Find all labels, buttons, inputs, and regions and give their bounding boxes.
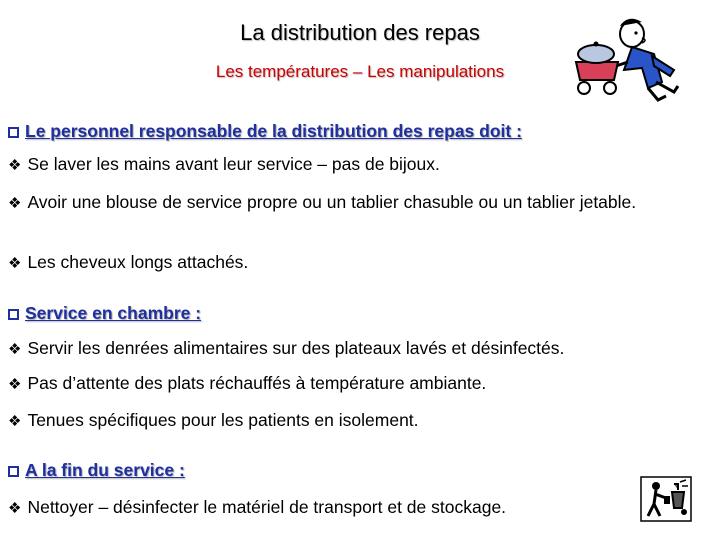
page-title: La distribution des repas: [240, 20, 480, 45]
cleaning-person-icon: [640, 476, 692, 522]
checkbox-square-icon: [8, 309, 19, 320]
checkbox-square-icon: [8, 466, 19, 477]
section-heading: Service en chambre :: [8, 301, 714, 325]
diamond-bullet-icon: ❖: [8, 341, 22, 358]
list-item: ❖ Nettoyer – désinfecter le matériel de transport et de stockage.: [8, 497, 507, 517]
section-heading: Le personnel responsable de la distribution des repas doit :: [8, 119, 714, 143]
diamond-bullet-icon: ❖: [8, 195, 22, 212]
list-item: ❖ Les cheveux longs attachés.: [8, 252, 249, 272]
page-subtitle: Les températures – Les manipulations: [215, 62, 505, 81]
list-item: ❖ Servir les denrées alimentaires sur des plateaux lavés et désinfectés.: [8, 338, 565, 358]
diamond-bullet-icon: ❖: [8, 376, 22, 393]
list-item: ❖ Avoir une blouse de service propre ou un tablier chasuble ou un tablier jetable.: [8, 192, 637, 212]
list-item: ❖ Se laver les mains avant leur service – pas de bijoux.: [8, 154, 440, 174]
section-heading: A la fin du service :: [8, 458, 714, 482]
list-item: ❖ Pas d’attente des plats réchauffés à température ambiante.: [8, 373, 487, 393]
checkbox-square-icon: [8, 127, 19, 138]
list-item: ❖ Tenues spécifiques pour les patients en isolement.: [8, 410, 419, 430]
diamond-bullet-icon: ❖: [8, 255, 22, 272]
diamond-bullet-icon: ❖: [8, 157, 22, 174]
diamond-bullet-icon: ❖: [8, 413, 22, 430]
diamond-bullet-icon: ❖: [8, 500, 22, 517]
waiter-with-cart-icon: [562, 12, 682, 104]
